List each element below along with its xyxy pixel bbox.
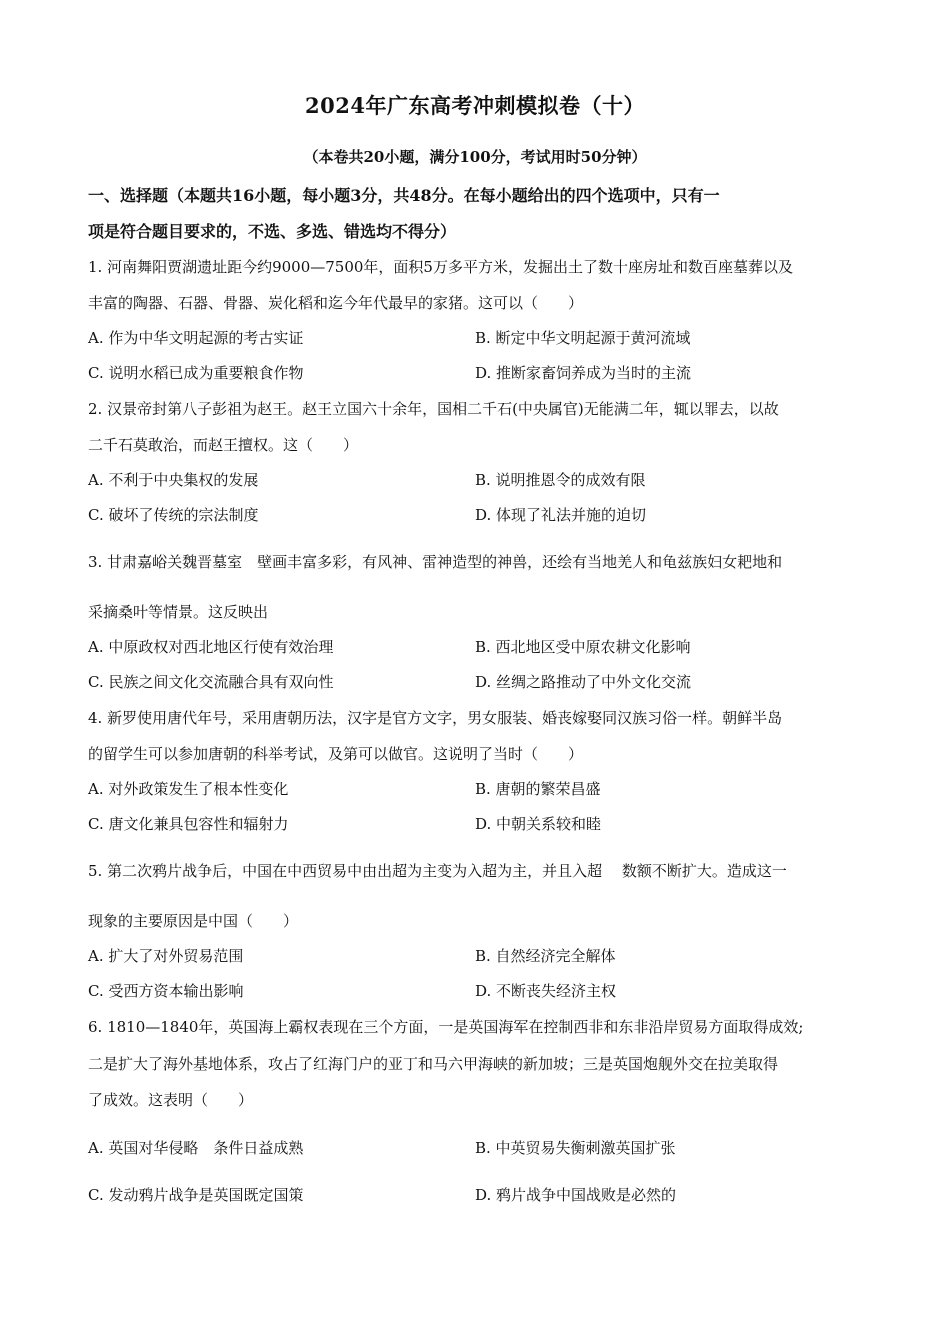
question-stem-line: 现象的主要原因是中国（ ） xyxy=(88,912,299,930)
option-b: B. 自然经济完全解体 xyxy=(475,947,616,965)
option-b: B. 中英贸易失衡刺激英国扩张 xyxy=(475,1139,676,1157)
question-stem-line: 4. 新罗使用唐代年号，采用唐朝历法，汉字是官方文字，男女服装、婚丧嫁娶同汉族习俗一样。朝鲜半岛 xyxy=(88,709,783,727)
option-c: C. 破坏了传统的宗法制度 xyxy=(88,506,259,524)
option-c: C. 发动鸦片战争是英国既定国策 xyxy=(88,1186,304,1204)
option-a: A. 不利于中央集权的发展 xyxy=(88,471,259,489)
option-d: D. 不断丧失经济主权 xyxy=(475,982,617,1000)
option-d: D. 体现了礼法并施的迫切 xyxy=(475,506,647,524)
option-c: C. 说明水稻已成为重要粮食作物 xyxy=(88,364,304,382)
question-stem-line: 的留学生可以参加唐朝的科举考试，及第可以做官。这说明了当时（ ） xyxy=(88,745,584,763)
option-c: C. 民族之间文化交流融合具有双向性 xyxy=(88,673,334,691)
option-c: C. 受西方资本输出影响 xyxy=(88,982,244,1000)
question-stem-line: 6. 1810—1840年，英国海上霸权表现在三个方面，一是英国海军在控制西非和东非沿岸贸易方面取得成效; xyxy=(88,1018,804,1036)
page-title: 2024年广东高考冲刺模拟卷（十） xyxy=(305,93,645,118)
option-b: B. 断定中华文明起源于黄河流域 xyxy=(475,329,691,347)
section-heading-line-2: 项是符合题目要求的，不选、多选、错选均不得分） xyxy=(88,222,457,241)
option-a: A. 中原政权对西北地区行使有效治理 xyxy=(88,638,334,656)
question-stem-line: 2. 汉景帝封第八子彭祖为赵王。赵王立国六十余年，国相二千石(中央属官)无能满二年，辄以罪去，以故 xyxy=(88,400,779,418)
option-c: C. 唐文化兼具包容性和辐射力 xyxy=(88,815,289,833)
option-b: B. 西北地区受中原农耕文化影响 xyxy=(475,638,691,656)
section-heading-line-1: 一、选择题（本题共16小题，每小题3分，共48分。在每小题给出的四个选项中，只有一 xyxy=(88,186,720,205)
question-stem-line: 了成效。这表明（ ） xyxy=(88,1091,254,1109)
option-a: A. 作为中华文明起源的考古实证 xyxy=(88,329,304,347)
option-a: A. 对外政策发生了根本性变化 xyxy=(88,780,289,798)
option-b: B. 说明推恩令的成效有限 xyxy=(475,471,646,489)
question-stem-line: 二千石莫敢治，而赵王擅权。这（ ） xyxy=(88,436,359,454)
option-d: D. 丝绸之路推动了中外文化交流 xyxy=(475,673,692,691)
question-stem-line: 丰富的陶器、石器、骨器、炭化稻和迄今年代最早的家猪。这可以（ ） xyxy=(88,294,584,312)
question-stem-line: 采摘桑叶等情景。这反映出 xyxy=(88,603,269,621)
exam-info: （本卷共20小题，满分100分，考试用时50分钟） xyxy=(303,148,647,166)
option-b: B. 唐朝的繁荣昌盛 xyxy=(475,780,601,798)
option-d: D. 推断家畜饲养成为当时的主流 xyxy=(475,364,692,382)
option-d: D. 鸦片战争中国战败是必然的 xyxy=(475,1186,677,1204)
question-stem-line: 1. 河南舞阳贾湖遗址距今约9000—7500年，面积5万多平方米，发掘出土了数十座房址和数百座墓葬以及 xyxy=(88,258,793,276)
option-a: A. 扩大了对外贸易范围 xyxy=(88,947,244,965)
option-a: A. 英国对华侵略 条件日益成熟 xyxy=(88,1139,304,1157)
question-stem-line: 5. 第二次鸦片战争后，中国在中西贸易中由出超为主变为入超为主，并且入超 数额不断扩大。造成这一 xyxy=(88,862,787,880)
question-stem-line: 二是扩大了海外基地体系，攻占了红海门户的亚丁和马六甲海峡的新加坡；三是英国炮舰外交在拉美取得 xyxy=(88,1055,779,1073)
question-stem-line: 3. 甘肃嘉峪关魏晋墓室 壁画丰富多彩，有风神、雷神造型的神兽，还绘有当地羌人和龟兹族妇女耙地和 xyxy=(88,553,783,571)
option-d: D. 中朝关系较和睦 xyxy=(475,815,602,833)
